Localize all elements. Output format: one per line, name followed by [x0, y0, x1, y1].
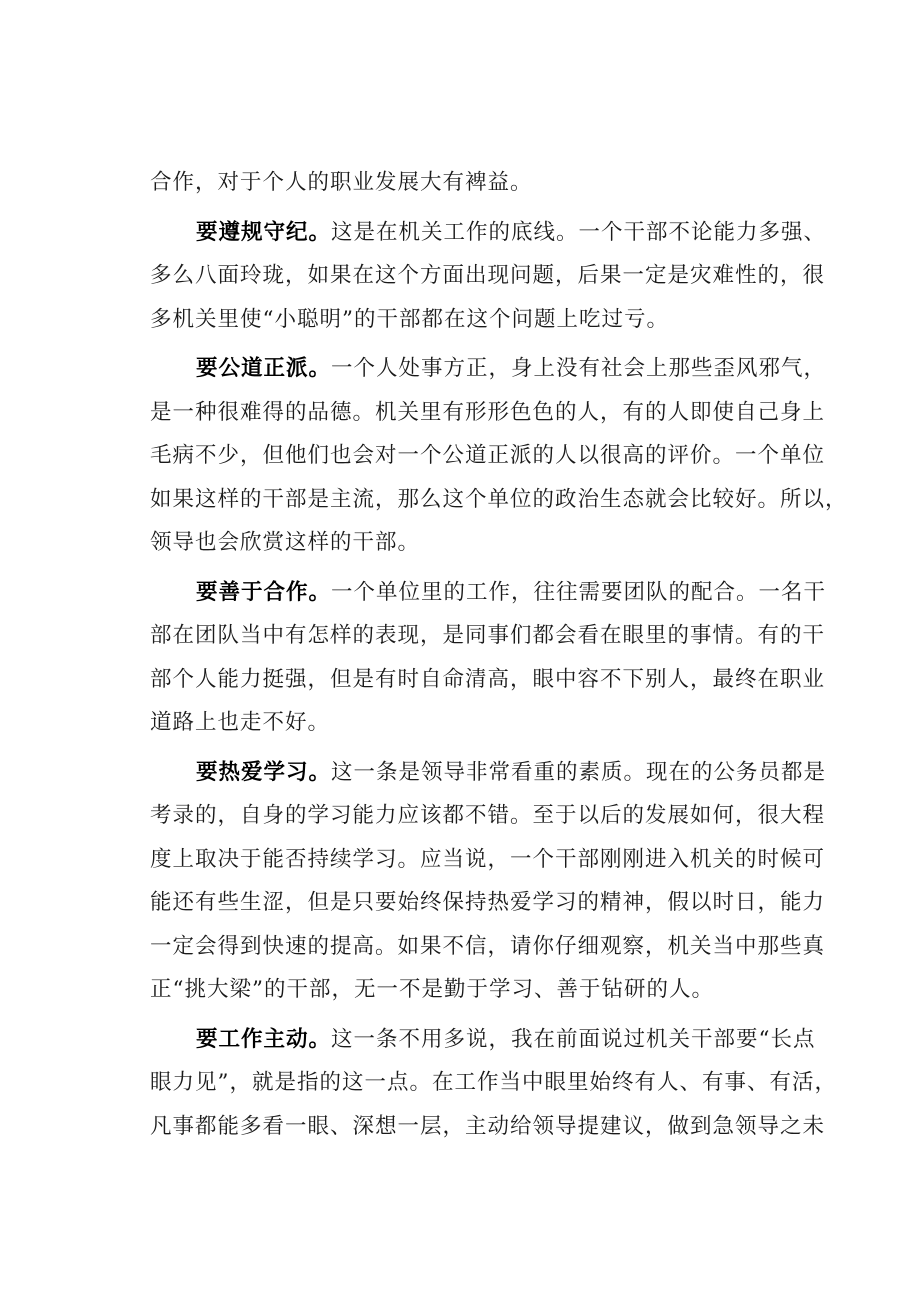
paragraph-line: 多机关里使“小聪明”的干部都在这个问题上吃过亏。	[150, 306, 669, 332]
paragraph-heading: 要公道正派。	[196, 356, 332, 381]
paragraph-line: 领导也会欣赏这样的干部。	[150, 530, 421, 555]
paragraph-line: 能还有些生涩，但是只要始终保持热爱学习的精神，假以时日，能力	[150, 890, 826, 915]
paragraph-first-line	[150, 571, 827, 615]
paragraph-line: 是一种很难得的品德。机关里有形形色色的人，有的人即使自己身上	[150, 399, 826, 425]
paragraph-line: 部在团队当中有怎样的表现，是同事们都会看在眼里的事情。有的干	[150, 623, 826, 648]
paragraph-line: 凡事都能多看一眼、深想一层，主动给领导提建议，做到急领导之未	[150, 1113, 826, 1139]
paragraph-line: 多么八面玲珑，如果在这个方面出现问题，后果一定是灾难性的，很	[150, 263, 826, 288]
paragraph-first-line	[150, 1018, 816, 1062]
paragraph-line: 部个人能力挺强，但是有时自命清高，眼中容不下别人，最终在职业	[150, 666, 826, 692]
paragraph-heading: 要热爱学习。	[196, 759, 332, 785]
paragraph-line: 合作，对于个人的职业发展大有裨益。	[150, 170, 533, 195]
paragraph-line: 一定会得到快速的提高。如果不信，请你仔细观察，机关当中那些真	[150, 933, 826, 959]
paragraph-first-line	[150, 751, 827, 795]
paragraph-line: 一个人处事方正，身上没有社会上那些歪风邪气，	[331, 356, 827, 381]
paragraph-heading: 要遵规守纪。	[196, 219, 332, 245]
paragraph-heading: 要善于合作。	[196, 579, 332, 605]
paragraph-line: 度上取决于能否持续学习。应当说，一个干部刚刚进入机关的时候可	[150, 846, 826, 872]
paragraph	[150, 161, 810, 205]
paragraph-heading: 要工作主动。	[196, 1026, 332, 1052]
paragraph-line: 道路上也走不好。	[150, 710, 331, 735]
paragraph	[150, 211, 827, 342]
paragraph-line: 这一条不用多说，我在前面说过机关干部要“长点	[331, 1026, 816, 1052]
paragraph-line: 这一条是领导非常看重的素质。现在的公务员都是	[331, 759, 827, 785]
paragraph	[150, 751, 827, 1012]
paragraph-first-line	[150, 347, 827, 391]
paragraph-line: 考录的，自身的学习能力应该都不错。至于以后的发展如何，很大程	[150, 803, 826, 828]
paragraph-line: 如果这样的干部是主流，那么这个单位的政治生态就会比较好。所以，	[150, 486, 848, 512]
paragraph-line: 一个单位里的工作，往往需要团队的配合。一名干	[331, 579, 827, 605]
document-body	[150, 161, 848, 1148]
paragraph	[150, 1018, 837, 1149]
paragraph-first-line	[150, 211, 827, 255]
paragraph-line: 眼力见”，就是指的这一点。在工作当中眼里始终有人、有事、有活，	[150, 1070, 837, 1095]
paragraph-line: 正“挑大梁”的干部，无一不是勤于学习、善于钻研的人。	[150, 977, 714, 1002]
paragraph-line: 毛病不少，但他们也会对一个公道正派的人以很高的评价。一个单位	[150, 443, 826, 468]
paragraph	[150, 571, 827, 745]
paragraph-line: 这是在机关工作的底线。一个干部不论能力多强、	[331, 219, 827, 245]
paragraph	[150, 347, 848, 565]
